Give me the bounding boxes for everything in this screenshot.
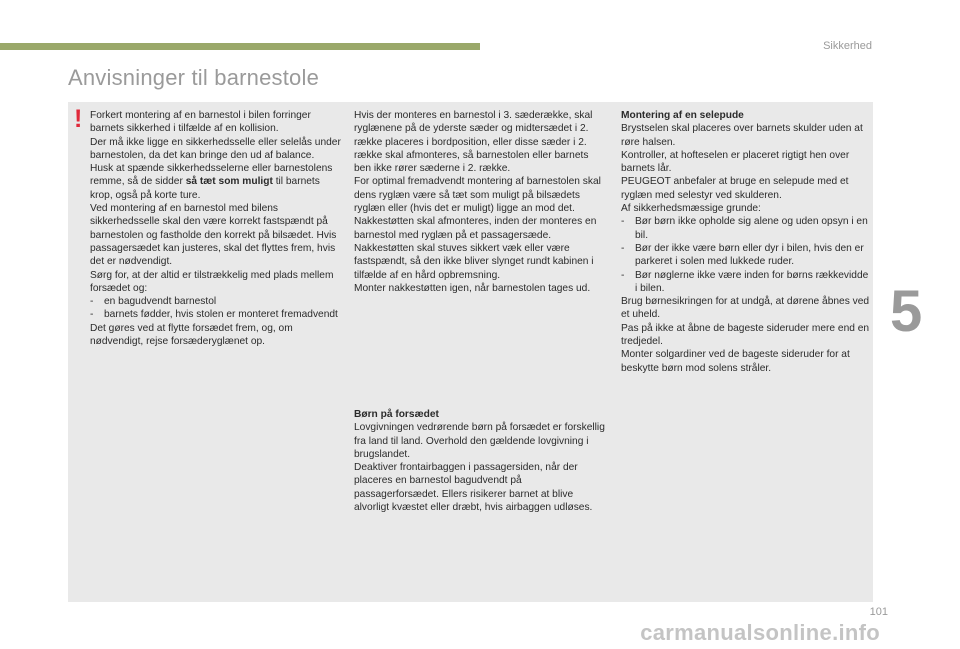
body-paragraph: Nakkestøtten skal stuves sikkert væk eller være fastspændt, så den ikke bliver slynget rundt kabinen i tilfælde af en hård opbremsning. (354, 242, 594, 281)
body-paragraph: Deaktiver frontairbaggen i passagersiden, når der placeres en barnestol bagudvendt på passagerforsædet. Ellers risikerer barnet at blive alvorligt kvæstet eller dræbt, hvis airbaggen udløses. (354, 462, 593, 514)
emphasis-text: så tæt som muligt (185, 176, 273, 188)
body-paragraph: Kontroller, at hofteselen er placeret rigtigt hen over barnets lår. (621, 149, 850, 175)
body-paragraph: Monter solgardiner ved de bageste sideruder for at beskytte børn mod solens stråler. (621, 349, 850, 374)
middle-column (354, 109, 606, 295)
body-paragraph: PEUGEOT anbefaler at bruge en selepude med et ryglæn med selestyr ved skulderen. (621, 176, 849, 201)
front-seat-section (354, 408, 606, 514)
body-paragraph: Af sikkerhedsmæssige grunde: (621, 203, 761, 215)
section-label: Sikkerhed (823, 40, 872, 52)
header-accent-bar (0, 43, 480, 50)
warning-column (90, 109, 342, 348)
body-paragraph: Lovgivningen vedrørende børn på forsædet er forskellig fra land til land. Overhold den gældende lovgivning i brugslandet. (354, 422, 605, 460)
body-paragraph: Brystselen skal placeres over barnets skulder uden at røre halsen. (621, 123, 863, 148)
list-item: - Bør der ikke være børn eller dyr i bilen, hvis den er parkeret i solen med lukkede ruder. (621, 242, 864, 268)
warning-paragraph: Ved montering af en barnestol med bilens sikkerhedsselle skal den være korrekt fastspændt på barnestolen og fastholde den korrekt på bilsædet. Hvis passagersædet kan justeres, skal det flyttes frem, hvis det er nødvendigt. (90, 203, 337, 268)
section-heading: Børn på forsædet (354, 409, 439, 420)
watermark: carmanualsonline.info (640, 620, 880, 645)
warning-paragraph: Det gøres ved at flytte forsædet frem, og, om nødvendigt, rejse forsæderyglænet op. (90, 322, 293, 348)
body-paragraph: Pas på ikke at åbne de bageste sideruder mere end en tredjedel. (621, 322, 870, 348)
section-heading: Montering af en selepude (621, 110, 744, 121)
page-number: 101 (869, 606, 888, 618)
warning-paragraph: Husk at spænde sikkerhedsselerne eller barnestolens remme, så de sidder så tæt som muligt til barnets krop, også på korte ture. (90, 163, 333, 201)
warning-paragraph: Forkert montering af en barnestol i bilen forringer barnets sikkerhed i tilfælde af en kollision. (90, 110, 311, 135)
warning-paragraph: Der må ikke ligge en sikkerhedsselle eller selelås under barnestolen, da det kan bringe den ud af balance. (90, 136, 341, 161)
right-column (621, 109, 873, 375)
body-paragraph: Nakkestøtten skal afmonteres, inden der monteres en barnestol med ryglæn på et passagersæde. (354, 216, 597, 241)
warning-paragraph: Sørg for, at der altid er tilstrækkelig med plads mellem forsædet og: (90, 269, 334, 294)
page-title: Anvisninger til barnestole (68, 65, 320, 90)
body-paragraph: Brug børnesikringen for at undgå, at dørene åbnes ved et uheld. (621, 296, 870, 321)
list-item: - en bagudvendt barnestol (90, 296, 217, 308)
list-item: - Bør nøglerne ikke være inden for børns rækkevidde i bilen. (621, 269, 869, 294)
list-item: - Bør børn ikke opholde sig alene og uden opsyn i en bil. (621, 216, 868, 241)
warning-icon: ! (74, 105, 83, 133)
body-paragraph: Monter nakkestøtten igen, når barnestolen tages ud. (354, 282, 591, 294)
list-item: - barnets fødder, hvis stolen er monteret fremadvendt (90, 309, 338, 321)
chapter-number: 5 (890, 279, 923, 344)
body-paragraph: Hvis der monteres en barnestol i 3. sæderække, skal ryglænene på de yderste sæder og midtersædet i 2. række placeres i bordposition, eller disse sæder i 2. række skal afmonteres, så barnestolen eller barnets ben ikke rører sæderne i 2. række. (354, 110, 593, 175)
body-paragraph: For optimal fremadvendt montering af barnestolen skal dens ryglæn være så tæt som muligt på bilsædets ryglæn eller (hvis det er muligt) ligge an mod det. (354, 176, 601, 215)
